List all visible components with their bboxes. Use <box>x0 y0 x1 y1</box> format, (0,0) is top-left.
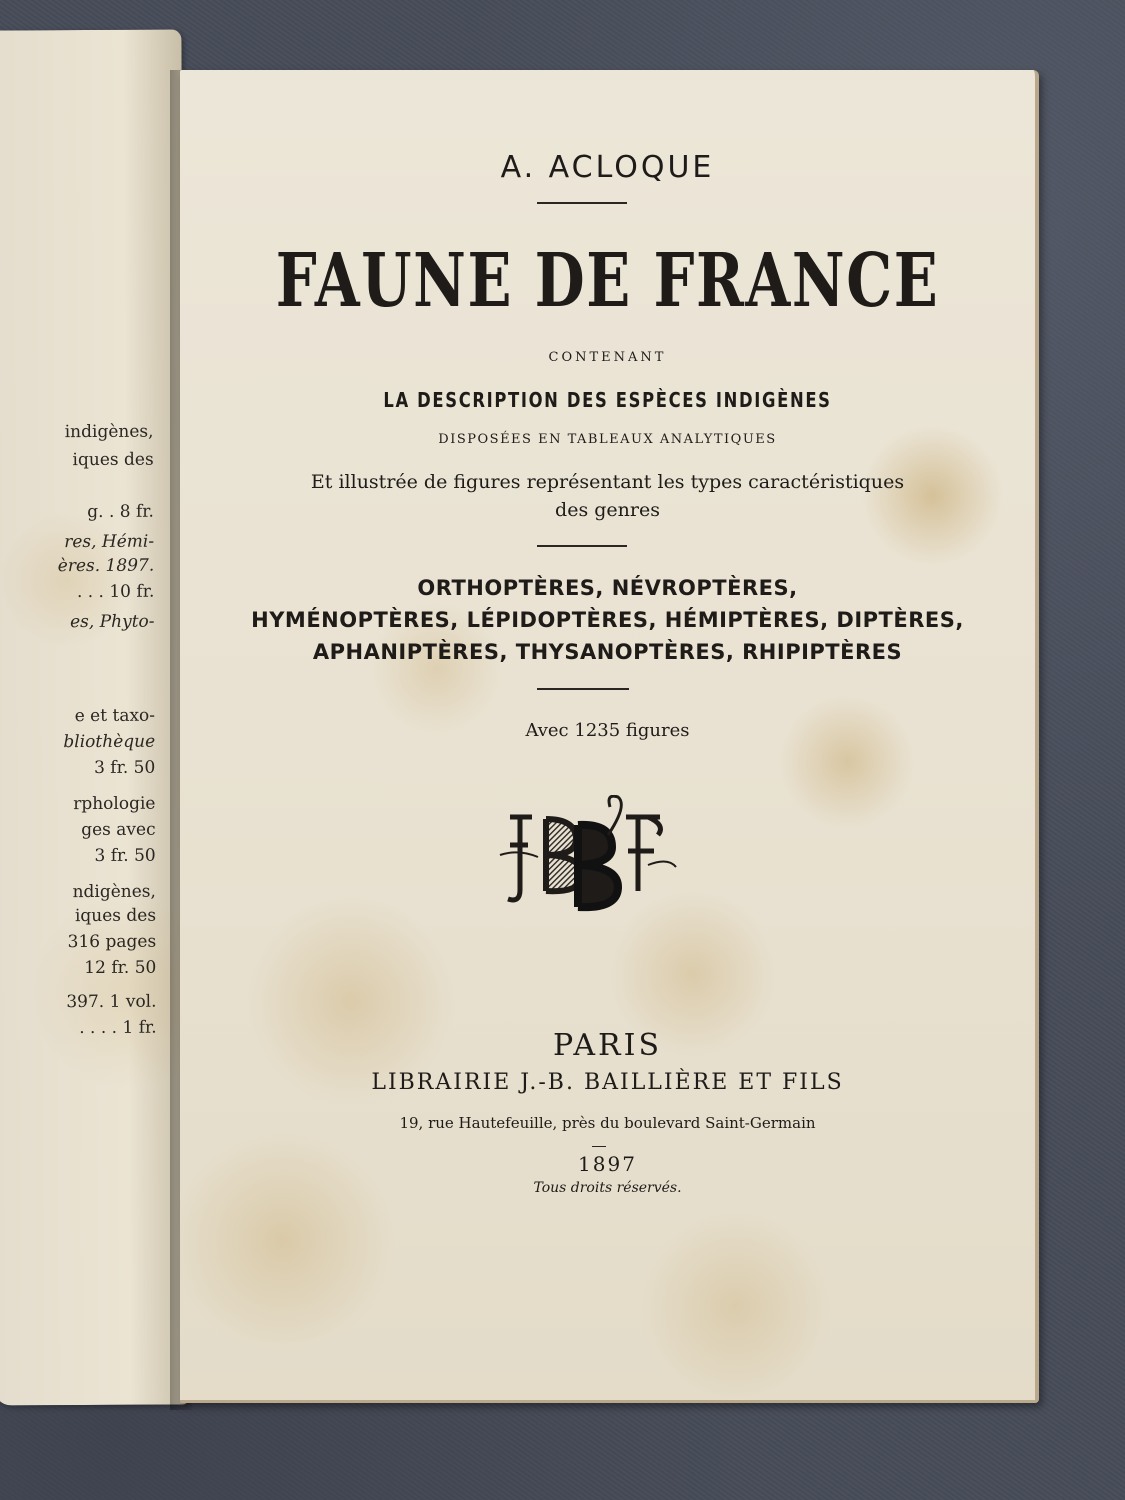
rights-notice: Tous droits réservés. <box>533 1180 682 1196</box>
divider <box>592 1146 606 1147</box>
insect-orders-line: APHANIPTÈRES, THYSANOPTÈRES, RHIPIPTÈRES <box>312 640 903 664</box>
left-page-text: indigènes, <box>64 421 154 443</box>
title-page <box>180 70 1039 1403</box>
author-name: A. ACLOQUE <box>500 150 715 185</box>
left-page-text: ndigènes, <box>72 881 156 903</box>
left-page-text: bliothèque <box>63 731 156 753</box>
left-page-text: ges avec <box>81 819 156 841</box>
left-page-text: 397. 1 vol. <box>66 991 157 1013</box>
publication-year: 1897 <box>578 1152 637 1176</box>
left-page-text: es, Phyto- <box>70 611 155 633</box>
divider <box>537 688 629 690</box>
left-page-text: iques des <box>72 449 154 471</box>
insect-orders <box>180 572 1035 668</box>
left-page-text: 3 fr. 50 <box>94 845 156 866</box>
left-page-text: 316 pages <box>67 931 157 953</box>
publisher-name: LIBRAIRIE J.-B. BAILLIÈRE ET FILS <box>371 1070 844 1095</box>
divider <box>537 545 627 547</box>
figure-count: Avec 1235 figures <box>525 720 690 741</box>
left-page-text: g. . 8 fr. <box>87 501 154 522</box>
publisher-monogram <box>498 795 678 920</box>
illustration-note-line: des genres <box>555 499 660 521</box>
insect-orders-line: HYMÉNOPTÈRES, LÉPIDOPTÈRES, HÉMIPTÈRES, DIPTÈRES, <box>251 608 964 632</box>
book-title: FAUNE DE FRANCE <box>275 238 940 324</box>
insect-orders-line: ORTHOPTÈRES, NÉVROPTÈRES, <box>417 576 798 600</box>
subtitle-contenant: CONTENANT <box>548 350 667 365</box>
left-page-text: iques des <box>74 905 157 927</box>
divider <box>537 202 627 204</box>
left-page-text: res, Hémi- <box>64 531 155 553</box>
left-page-text: . . . . 1 fr. <box>79 1017 157 1039</box>
left-page-text: rphologie <box>73 793 156 815</box>
subtitle-description: LA DESCRIPTION DES ESPÈCES INDIGÈNES <box>383 388 832 412</box>
subtitle-disposees: DISPOSÉES EN TABLEAUX ANALYTIQUES <box>438 432 777 447</box>
left-page-text: 3 fr. 50 <box>93 757 156 778</box>
left-page-text: . . . 10 fr. <box>76 581 155 603</box>
left-page-text: ères. 1897. <box>57 555 155 577</box>
left-page-text: 12 fr. 50 <box>84 957 157 979</box>
publication-city: PARIS <box>552 1028 663 1063</box>
publisher-address: 19, rue Hautefeuille, près du boulevard Saint-Germain <box>399 1114 816 1132</box>
illustration-note-line: Et illustrée de figures représentant les types caractéristiques <box>310 471 905 493</box>
left-page <box>0 29 189 1405</box>
illustration-note <box>180 468 1035 524</box>
left-page-text: e et taxo- <box>74 705 156 727</box>
